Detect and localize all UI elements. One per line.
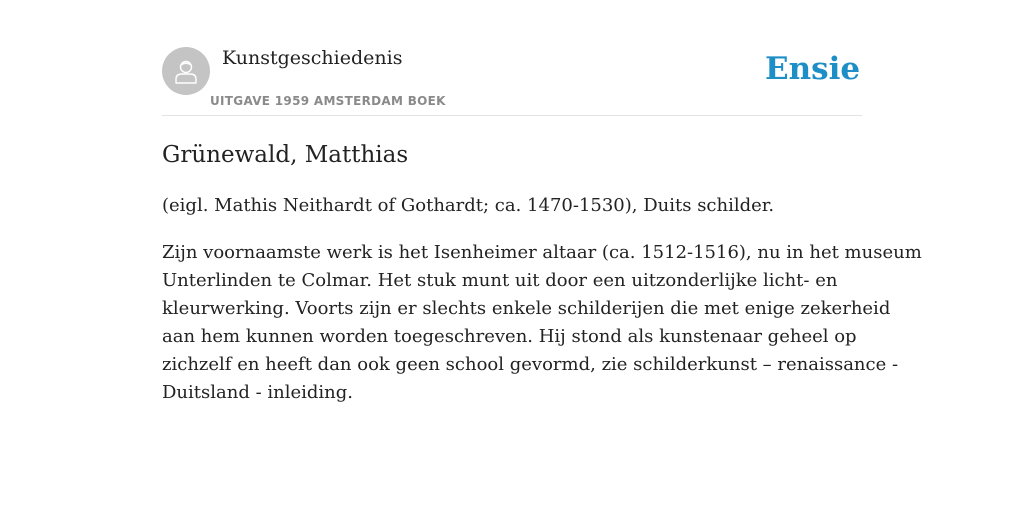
divider [162, 115, 862, 116]
avatar[interactable] [162, 47, 210, 95]
edition-label: UITGAVE 1959 AMSTERDAM BOEK [210, 94, 446, 108]
user-icon [171, 56, 201, 86]
body-line: zichzelf en heeft dan ook geen school gevormd, zie schilderkunst – renaissance - [162, 354, 899, 375]
body-line: Zijn voornaamste werk is het Isenheimer altaar (ca. 1512-1516), nu in het museum [162, 242, 922, 263]
article-body [162, 239, 922, 407]
body-line: Duitsland - inleiding. [162, 382, 354, 403]
brand-logo[interactable]: Ensie [765, 51, 861, 87]
body-line: aan hem kunnen worden toegeschreven. Hij stond als kunstenaar geheel op [162, 326, 857, 347]
category-link[interactable]: Kunstgeschiedenis [222, 47, 403, 69]
body-line: Unterlinden te Colmar. Het stuk munt uit door een uitzonderlijke licht- en [162, 270, 838, 291]
body-line: kleurwerking. Voorts zijn er slechts enkele schilderijen die met enige zekerheid [162, 298, 891, 319]
page-title: Grünewald, Matthias [162, 142, 409, 168]
article-intro: (eigl. Mathis Neithardt of Gothardt; ca. 1470-1530), Duits schilder. [162, 195, 775, 216]
